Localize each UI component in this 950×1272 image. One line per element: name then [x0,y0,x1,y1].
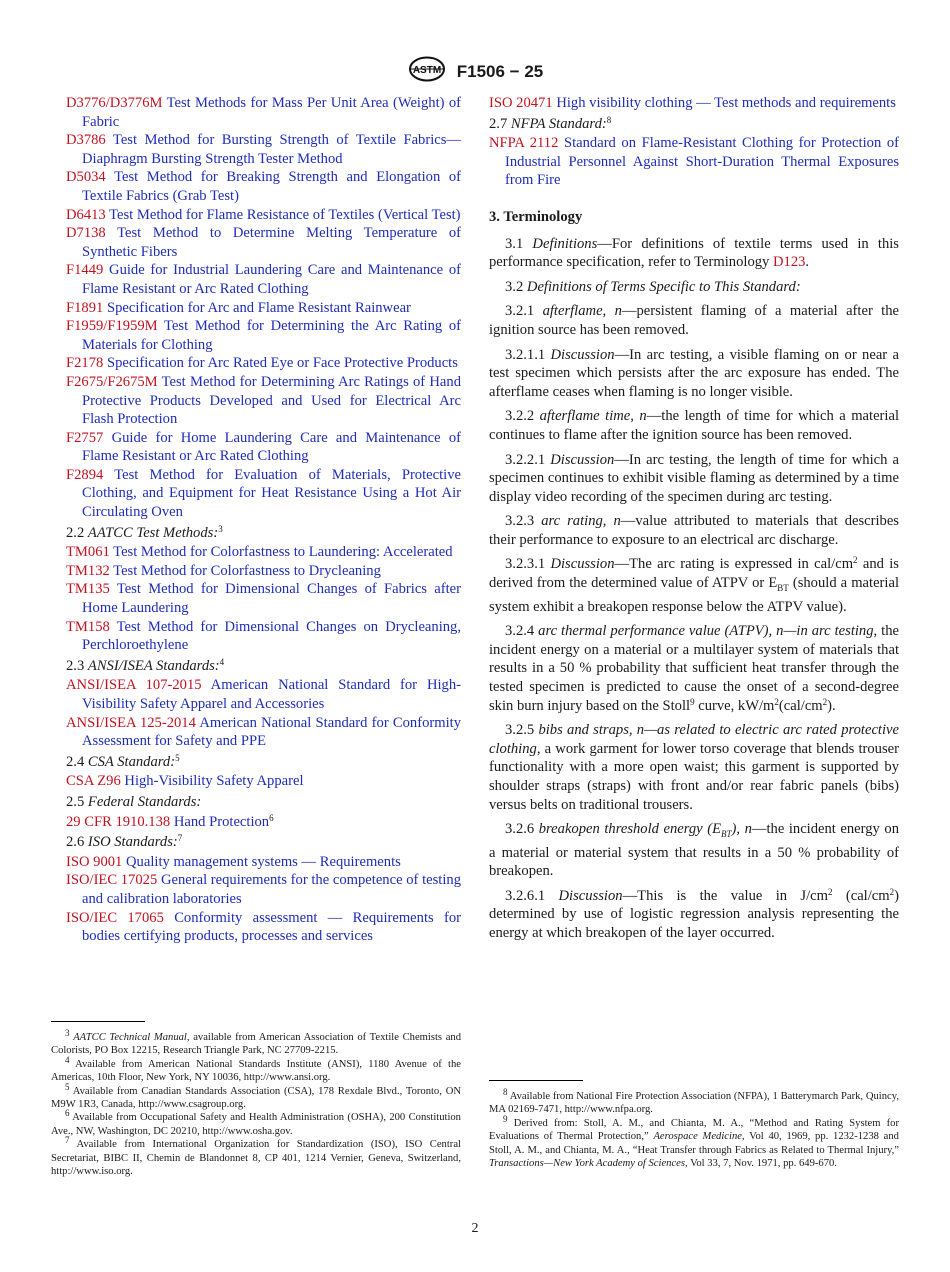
para-3-2-1: 3.2.1 afterflame, n—persistent flaming of a material after the ignition source has been removed. [489,303,899,338]
reference-title[interactable]: Specification for Arc and Flame Resistant Rainwear [106,299,411,316]
reference-list-iso [66,853,461,946]
reference-code[interactable]: F2894 [66,466,104,483]
reference-code[interactable]: ANSI/ISEA 107-2015 [66,677,202,694]
footnotes-left [51,1028,461,1178]
reference-code[interactable]: ISO 20471 [489,95,553,111]
reference-list-astm [66,94,461,522]
section-2-4: 2.4 CSA Standard:$^5$ [66,752,180,770]
reference-title[interactable]: Test Method to Determine Melting Temperature of Synthetic Fibers [82,225,461,260]
reference-item [66,299,461,318]
reference-list-iso-cont [489,94,899,113]
svg-text:ASTM: ASTM [412,65,441,76]
section-heading-terminology: 3. Terminology [489,208,583,225]
reference-title[interactable]: Test Method for Colorfastness to Laundering: Accelerated [113,544,453,561]
reference-title[interactable]: High visibility clothing — Test methods and requirements [556,95,896,111]
reference-code[interactable]: ISO 9001 [66,853,123,870]
reference-item [66,853,461,872]
reference-code[interactable]: ISO/IEC 17065 [66,909,164,926]
reference-item [66,871,461,908]
reference-item [489,94,899,113]
reference-item [66,714,461,751]
left-column [66,94,461,946]
reference-title[interactable]: American National Standard for High-Visibility Safety Apparel and Accessories [82,677,461,712]
footnote-6: $^6$ Available from Occupational Safety and Health Administration (OSHA), 200 Constitution Ave., NW, Washington, DC 20210, http://www.osha.gov. [51,1108,461,1137]
footnote-3: $^3$ AATCC Technical Manual, available from American Association of Textile Chemists and Colorists, PO Box 12215, Research Triangle Park, NC 27709-2215. [51,1028,461,1057]
reference-code[interactable]: NFPA 2112 [489,135,559,152]
reference-list-ansi [66,676,461,750]
reference-code[interactable]: CSA Z96 [66,773,121,790]
reference-item [66,131,461,168]
reference-title[interactable]: Test Method for Determining Arc Ratings of Hand Protective Products Developed and Used for Electrical Arc Flash Protection [82,373,461,428]
reference-title[interactable]: Standard on Flame-Resistant Clothing for Protection of Industrial Personnel Against Short-Duration Thermal Exposures from Fire [505,135,899,189]
section-2-6: 2.6 ISO Standards:$^7$ [66,833,183,851]
right-column [489,94,899,949]
reference-item [66,909,461,946]
reference-title[interactable]: Test Method for Flame Resistance of Textiles (Vertical Test) [109,206,461,223]
reference-title[interactable]: Hand Protection [173,813,270,830]
reference-item [66,466,461,522]
reference-title[interactable]: Test Method for Bursting Strength of Textile Fabrics—Diaphragm Bursting Strength Tester Method [82,132,462,167]
reference-item [66,772,461,791]
para-3-2-5: 3.2.5 bibs and straps, n—as related to electric arc rated protective clothing, a work garment for lower torso coverage that blends trouser functionality with a more open waist; this garment is supported by shoulder straps (straps) with front and/or rear fabric panels (bibs) versus belts on traditional trousers. [489,722,899,813]
footnote-8: $^8$ Available from National Fire Protection Association (NFPA), 1 Batterymarch Park, Quincy, MA 02169-7471, http://www.nfpa.org. [489,1087,899,1116]
reference-title[interactable]: High-Visibility Safety Apparel [124,773,304,790]
reference-list-csa [66,772,461,791]
reference-item [66,354,461,373]
reference-code[interactable]: F2757 [66,429,104,446]
para-3-1: 3.1 Definitions—For definitions of textile terms used in this performance specification, refer to Terminology D123. [489,235,899,271]
reference-item [66,562,461,581]
reference-item [66,224,461,261]
reference-title[interactable]: Quality management systems — Requirements [126,853,401,870]
footnotes-right [489,1087,899,1170]
para-3-2-1-1: 3.2.1.1 Discussion—In arc testing, a visible flaming on or near a test specimen which persists after the arc exposure has ended. The afterflame ceases when flaming is no longer visible. [489,346,899,400]
reference-title[interactable]: General requirements for the competence of testing and calibration laboratories [82,872,461,907]
page-header [0,56,950,87]
para-3-2-3: 3.2.3 arc rating, n—value attributed to materials that describes their performance to exposure to an electrical arc discharge. [489,513,899,548]
reference-item [66,317,461,354]
reference-item [66,543,461,562]
reference-title[interactable]: American National Standard for Conformity Assessment for Safety and PPE [82,714,462,750]
page-number: 2 [471,1221,479,1236]
reference-item [66,261,461,298]
para-3-2-6-1: 3.2.6.1 Discussion—This is the value in $J/cm^2$ $(cal/cm^2)$ determined by use of logistic regression analysis representing the energy at which breakopen of the layer occurred. [489,886,899,941]
astm-logo-icon [407,56,447,87]
reference-code[interactable]: F1891 [66,299,104,316]
reference-title[interactable]: Test Method for Dimensional Changes of Fabrics after Home Laundering [82,581,462,617]
footnote-4: $^4$ Available from American National Standards Institute (ANSI), 1180 Avenue of the Americas, 10th Floor, New York, NY 10036, http://www.ansi.org. [51,1054,461,1084]
reference-code[interactable]: TM135 [66,581,110,598]
reference-title[interactable]: Test Method for Determining the Arc Rating of Materials for Clothing [82,318,461,353]
reference-code[interactable]: D5034 [66,169,106,186]
reference-code[interactable]: D3786 [66,132,106,149]
reference-item [66,618,461,655]
reference-code[interactable]: TM158 [66,618,110,635]
reference-code[interactable]: F2675/F2675M [66,373,158,390]
reference-title[interactable]: Test Method for Breaking Strength and Elongation of Textile Fabrics (Grab Test) [82,169,461,204]
reference-item [66,206,461,225]
reference-item: 29 CFR 1910.138 Hand Protection$^6$ [66,812,274,830]
reference-title[interactable]: Test Method for Evaluation of Materials, Protective Clothing, and Equipment for Heat Resistance Using a Hot Air Circulating Oven [82,466,462,521]
footnote-7: $^7$ Available from International Organization for Standardization (ISO), ISO Central Secretariat, BIBC II, Chemin de Blandonnet 8, CP 401, 1214 Vernier, Geneva, Switzerland, http://www.iso.org. [51,1135,461,1178]
reference-code[interactable]: TM061 [66,544,110,561]
reference-code[interactable]: 29 CFR 1910.138 [66,813,171,830]
reference-title[interactable]: Test Method for Colorfastness to Drycleaning [113,562,381,579]
para-3-2-6: 3.2.6 breakopen threshold energy $(E_{BT})$, n—the incident energy on a material or material system that results in a 50 % probability of breakopen. [489,821,899,880]
reference-title[interactable]: Test Method for Dimensional Changes on Drycleaning, Perchloroethylene [82,618,461,654]
footnote-9: $^9$ Derived from: Stoll, A. M., and Chianta, M. A., “Method and Rating System for Evaluations of Thermal Protection,” Aerospace Medicine, Vol 40, 1969, pp. 1232-1238 and Stoll, A. M., and Chianta, M. A., “Heat Transfer through Fabrics as Related to Thermal Injury,” Transactions—New York Academy of Sciences, Vol 33, 7, Nov. 1971, pp. 649-670. [489,1113,899,1170]
reference-title[interactable]: Specification for Arc Rated Eye or Face Protective Products [106,355,458,372]
reference-code[interactable]: F2178 [66,355,104,372]
para-3-2: 3.2 Definitions of Terms Specific to This Standard: [505,278,801,295]
reference-title[interactable]: Guide for Home Laundering Care and Maintenance of Flame Resistant or Arc Rated Clothing [82,429,461,465]
reference-title[interactable]: Test Methods for Mass Per Unit Area (Weight) of Fabric [82,95,461,130]
footnote-5: $^5$ Available from Canadian Standards Association (CSA), 178 Rexdale Blvd., Toronto, ON M9W 1R3, Canada, http://www.csagroup.org. [51,1081,461,1111]
reference-code[interactable]: TM132 [66,562,110,579]
section-2-7: 2.7 NFPA Standard:$^8$ [489,114,612,132]
reference-item [66,580,461,617]
standard-designation: F1506 − 25 [456,61,544,81]
section-2-3: 2.3 ANSI/ISEA Standards:$^4$ [66,656,225,674]
para-3-2-2: 3.2.2 afterflame time, n—the length of time for which a material continues to flame after the ignition source has been removed. [489,408,899,443]
para-3-2-4: 3.2.4 arc thermal performance value (ATPV), n—in arc testing, the incident energy on a material or a multilayer system of materials that results in a 50 % probability that sufficient heat transfer through the tested specimen is predicted to cause the onset of a second-degree skin burn injury based on the Stoll$^9$ curve, $kW/m^2(cal/cm^2)$. [489,623,899,714]
reference-code[interactable]: ISO/IEC 17025 [66,872,158,889]
reference-code[interactable]: D3776/D3776M [66,95,163,111]
reference-item [66,676,461,713]
reference-list-nfpa [489,134,899,190]
reference-item [489,134,899,190]
reference-item [66,168,461,205]
section-2-5: 2.5 Federal Standards: [66,793,202,810]
reference-title[interactable]: Guide for Industrial Laundering Care and Maintenance of Flame Resistant or Arc Rated Clothing [82,262,462,297]
reference-code[interactable]: F1449 [66,262,104,279]
d123-link[interactable]: D123 [772,254,806,271]
reference-item [66,94,461,131]
reference-list-aatcc [66,543,461,655]
reference-title[interactable]: Conformity assessment — Requirements for bodies certifying products, processes and services [82,909,462,945]
footnote-divider-right [489,1080,583,1081]
reference-code[interactable]: ANSI/ISEA 125-2014 [66,714,196,731]
section-2-2: 2.2 AATCC Test Methods:$^3$ [66,523,223,541]
footnote-divider-left [51,1021,145,1022]
para-3-2-3-1: 3.2.3.1 Discussion—The arc rating is expressed in cal/$cm^2$ and is derived from the determined value of ATPV or $E_{BT}$ (should a material system exhibit a breakopen response below the ATPV value). [489,555,899,615]
para-3-2-2-1: 3.2.2.1 Discussion—In arc testing, the length of time for which a specimen continues to exhibit visible flaming as determined by a time display video recording of the specimen during arc testing. [489,451,899,505]
reference-code[interactable]: D7138 [66,225,106,242]
reference-code[interactable]: F1959/F1959M [66,318,158,335]
reference-item [66,429,461,466]
reference-code[interactable]: D6413 [66,206,106,223]
reference-item [66,373,461,429]
